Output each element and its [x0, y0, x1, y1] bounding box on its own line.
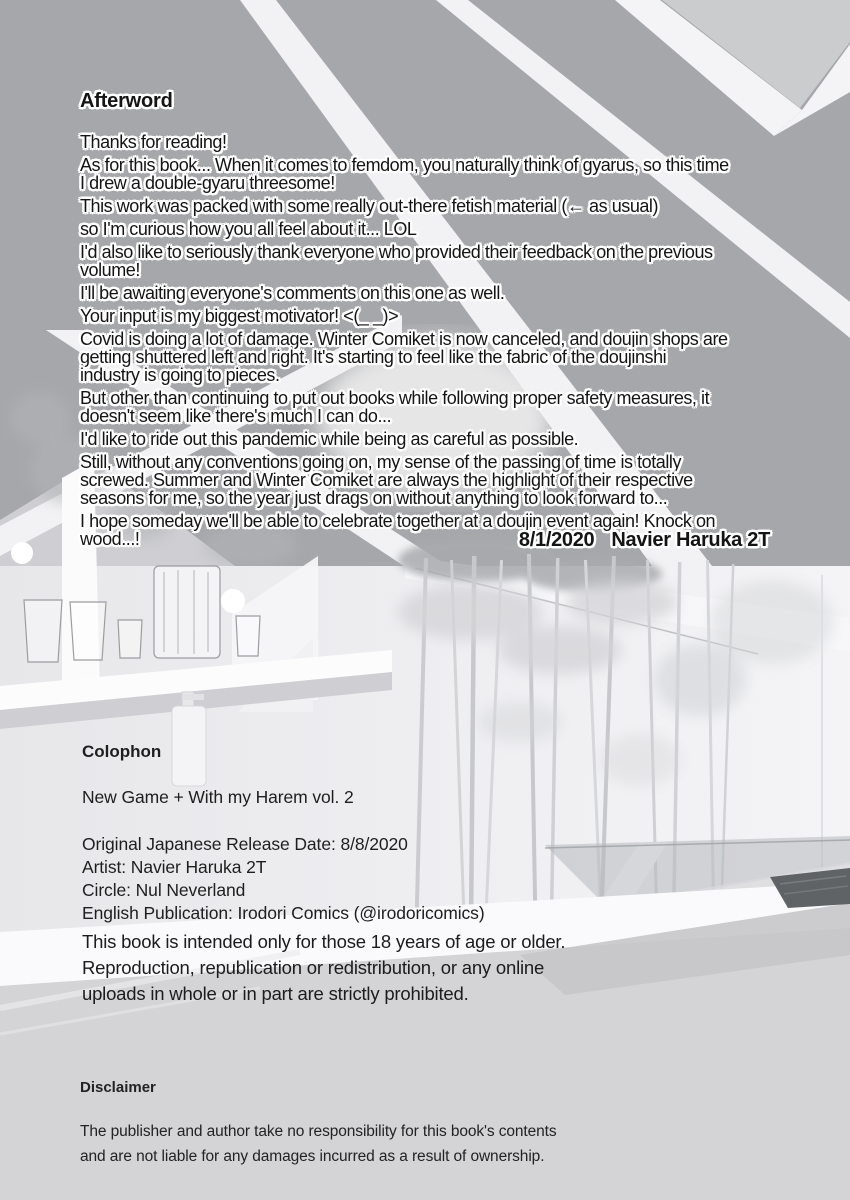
afterword-line: volume! — [80, 260, 140, 280]
disclaimer-line: The publisher and author take no responsibility for this book's contents — [80, 1123, 557, 1140]
disclaimer-section — [80, 1079, 557, 1169]
colophon-section — [82, 742, 485, 925]
colophon-artist: Artist: Navier Haruka 2T — [82, 857, 267, 877]
afterword-line: But other than continuing to put out books while following proper safety measures, it — [80, 388, 710, 408]
afterword-line: seasons for me, so the year just drags on without anything to look forward to... — [80, 488, 668, 508]
afterword-line: Thanks for reading! — [80, 132, 227, 152]
bokeh-dot — [11, 542, 33, 564]
age-restriction-notice — [82, 929, 565, 1007]
signature-author: Navier Haruka 2T — [611, 529, 770, 551]
colophon-details — [82, 833, 485, 925]
afterword-line: I'd also like to seriously thank everyone who provided their feedback on the previous — [80, 242, 713, 262]
colophon-publisher: English Publication: Irodori Comics (@irodoricomics) — [82, 903, 485, 923]
afterword-line: Your input is my biggest motivator! <(_ _)> — [80, 306, 399, 326]
colophon-release-date: Original Japanese Release Date: 8/8/2020 — [82, 834, 408, 854]
signature-date: 8/1/2020 — [518, 529, 595, 551]
afterword-line: getting shuttered left and right. It's starting to feel like the fabric of the doujinshi — [80, 347, 667, 367]
notice-line: uploads in whole or in part are strictly prohibited. — [82, 983, 469, 1004]
afterword-line: screwed. Summer and Winter Comiket are always the highlight of their respective — [80, 470, 693, 490]
book-title: New Game + With my Harem vol. 2 — [82, 787, 354, 807]
afterword-line: Still, without any conventions going on, my sense of the passing of time is totally — [80, 452, 681, 472]
afterword-line: As for this book... When it comes to femdom, you naturally think of gyarus, so this time — [80, 155, 729, 175]
disclaimer-heading: Disclaimer — [80, 1079, 156, 1096]
signature-line — [80, 529, 770, 552]
colophon-heading: Colophon — [82, 742, 162, 761]
afterword-section — [80, 90, 780, 548]
notice-line: Reproduction, republication or redistribution, or any online — [82, 957, 545, 978]
afterword-line: I'll be awaiting everyone's comments on this one as well. — [80, 283, 505, 303]
afterword-line: industry is going to pieces. — [80, 365, 280, 385]
afterword-heading: Afterword — [80, 90, 173, 112]
afterword-line: Covid is doing a lot of damage. Winter Comiket is now canceled, and doujin shops are — [80, 329, 728, 349]
afterword-line: wood...! — [80, 529, 140, 549]
disclaimer-body — [80, 1119, 557, 1169]
afterword-line: I drew a double-gyaru threesome! — [80, 173, 335, 193]
colophon-circle: Circle: Nul Neverland — [82, 880, 246, 900]
afterword-line: doesn't seem like there's much I can do... — [80, 406, 392, 426]
notice-line: This book is intended only for those 18 years of age or older. — [82, 931, 566, 952]
afterword-line: so I'm curious how you all feel about it... LOL — [80, 219, 417, 239]
afterword-line: I hope someday we'll be able to celebrate together at a doujin event again! Knock on — [80, 511, 716, 531]
afterword-body — [80, 133, 780, 548]
disclaimer-line: and are not liable for any damages incurred as a result of ownership. — [80, 1148, 545, 1165]
afterword-line: This work was packed with some really out-there fetish material (← as usual) — [80, 196, 659, 216]
bokeh-dot — [221, 589, 245, 613]
afterword-line: I'd like to ride out this pandemic while being as careful as possible. — [80, 429, 579, 449]
